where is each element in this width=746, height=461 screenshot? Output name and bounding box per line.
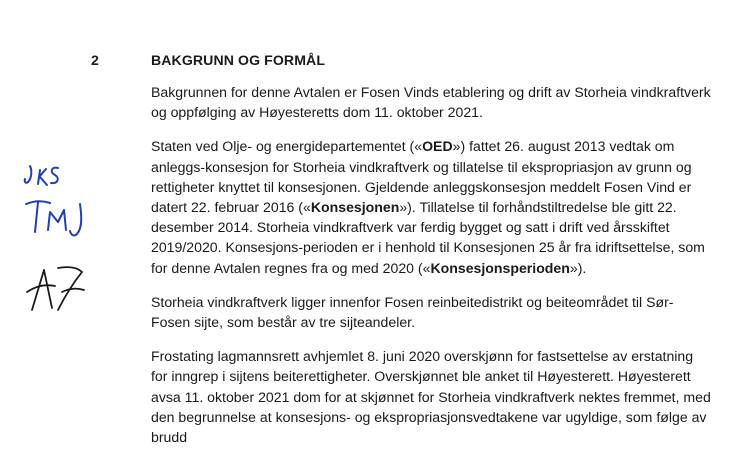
paragraph-concession-part-e: »). Tillatelse til forhåndstiltredelse ble gitt 22. desember 2014. Storheia vindkraftverk var ferdig bygget og satt i drift ved årsskiftet 2019/2020. Konsesjons-perioden er i henhold til Konsesjonen 25 år fra idriftsettelse, som for denne Avtalen regnes fra og med 2020 (« [151,199,705,276]
handwritten-initials [22,160,97,320]
initials-jks [25,166,58,185]
initials-drawing [22,160,97,320]
section-number: 2 [91,52,99,68]
section-body [151,82,711,461]
initials-tmj [26,201,81,235]
paragraph-background: Bakgrunnen for denne Avtalen er Fosen Vinds etablering og drift av Storheia vindkraftverk og oppfølging av Høyesteretts dom 11. oktober 2021. [151,84,711,121]
initials-aj [27,267,84,310]
term-oed: OED [422,138,453,155]
term-konsesjonsperioden: Konsesjonsperioden [430,259,570,276]
paragraph-concession [151,136,711,277]
paragraph-concession-part-g: »). [569,259,587,276]
paragraph-location: Storheia vindkraftverk ligger innenfor Fosen reinbeitedistrikt og beiteområdet til Sør-Fosen sijte, som består av tre sijteandeler. [151,293,674,331]
paragraph-court: Frostating lagmannsrett avhjemlet 8. juni 2020 overskjønn for fastsettelse av erstatning for inngrep i sijtens beiterettigheter. Overskjønnet ble anket til Høyesterett. Høyesterett avsa 11. oktober 2021 dom for at skjønnet for Storheia vindkraftverk nektes fremmet, med den begrunnelse at konsesjons- og ekspropriasjonsvedtakene var ugyldige, som følge av brudd [151,348,711,446]
section-title: BAKGRUNN OG FORMÅL [151,52,326,68]
paragraph-concession-part-c: ») fattet 26. august 2013 vedtak om anleggs-konsesjon for Storheia vindkraftverk og tillatelse til ekspropriasjon av grunn og rettigheter knyttet til konsesjonen. Gjeldende anleggskonsesjon meddelt Fosen Vind er datert 22. februar 2016 (« [151,138,692,216]
term-konsesjonen: Konsesjonen [310,199,400,216]
paragraph-concession-part-a: Staten ved Olje- og energidepartementet (« [151,138,423,155]
